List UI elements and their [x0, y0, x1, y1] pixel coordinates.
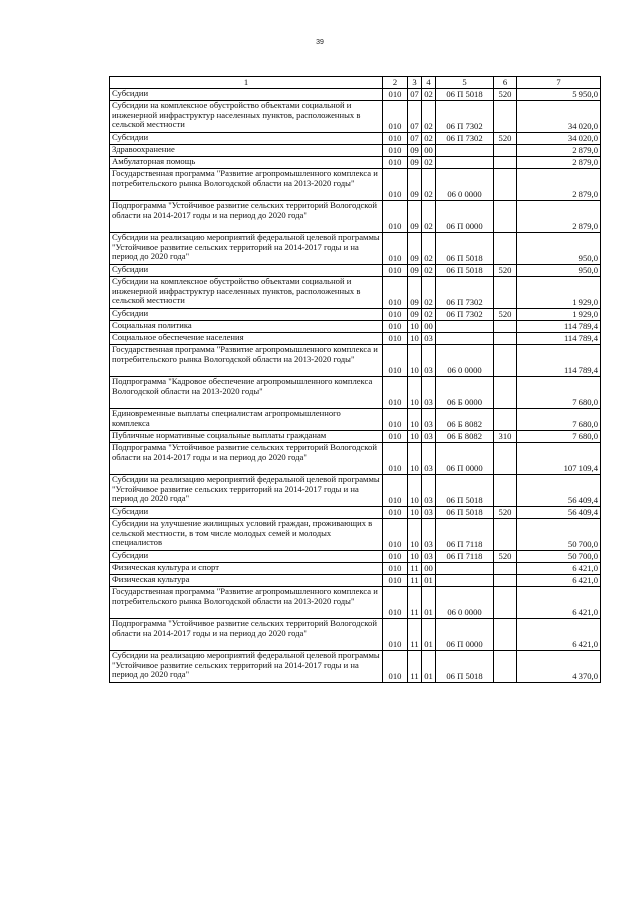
target-article-code-cell: 06 0 0000: [436, 345, 494, 377]
table-row: [110, 169, 601, 201]
section-code-cell: 10: [408, 431, 422, 443]
section-code-cell: 11: [408, 563, 422, 575]
subsection-code-cell: 02: [422, 277, 436, 309]
target-article-code-cell: 06 П 5018: [436, 89, 494, 101]
section-code-cell: 09: [408, 233, 422, 265]
row-label-cell: Субсидии: [110, 507, 383, 519]
table-row: [110, 309, 601, 321]
row-label-cell: Здравоохранение: [110, 145, 383, 157]
section-code-cell: 10: [408, 333, 422, 345]
ministry-code-cell: 010: [383, 321, 408, 333]
subsection-code-cell: 03: [422, 333, 436, 345]
ministry-code-cell: 010: [383, 309, 408, 321]
subsection-code-cell: 02: [422, 169, 436, 201]
row-label-cell: Государственная программа "Развитие агропромышленного комплекса и потребительского рынка Вологодской области на 2013-2020 годы": [110, 345, 383, 377]
row-label-cell: Физическая культура и спорт: [110, 563, 383, 575]
table-row: [110, 563, 601, 575]
ministry-code-cell: 010: [383, 619, 408, 651]
ministry-code-cell: 010: [383, 333, 408, 345]
amount-cell: 6 421,0: [517, 575, 601, 587]
ministry-code-cell: 010: [383, 575, 408, 587]
section-code-cell: 10: [408, 321, 422, 333]
expense-type-code-cell: [494, 277, 517, 309]
expense-type-code-cell: 310: [494, 431, 517, 443]
table-body: [110, 89, 601, 683]
header-cell: 5: [436, 77, 494, 89]
target-article-code-cell: 06 П 0000: [436, 443, 494, 475]
page-number: 39: [316, 39, 324, 46]
expense-type-code-cell: [494, 201, 517, 233]
target-article-code-cell: 06 0 0000: [436, 587, 494, 619]
expense-type-code-cell: [494, 333, 517, 345]
section-code-cell: 10: [408, 377, 422, 409]
amount-cell: 50 700,0: [517, 551, 601, 563]
amount-cell: 1 929,0: [517, 277, 601, 309]
subsection-code-cell: 03: [422, 507, 436, 519]
header-cell: 1: [110, 77, 383, 89]
header-cell: 4: [422, 77, 436, 89]
subsection-code-cell: 03: [422, 551, 436, 563]
ministry-code-cell: 010: [383, 145, 408, 157]
table-row: [110, 89, 601, 101]
section-code-cell: 11: [408, 619, 422, 651]
subsection-code-cell: 02: [422, 265, 436, 277]
target-article-code-cell: 06 П 5018: [436, 233, 494, 265]
subsection-code-cell: 03: [422, 519, 436, 551]
subsection-code-cell: 01: [422, 651, 436, 683]
expense-type-code-cell: 520: [494, 551, 517, 563]
expense-type-code-cell: [494, 519, 517, 551]
expense-type-code-cell: [494, 321, 517, 333]
amount-cell: 950,0: [517, 265, 601, 277]
target-article-code-cell: [436, 333, 494, 345]
row-label-cell: Субсидии на комплексное обустройство объектами социальной и инженерной инфраструктур населенных пунктов, расположенных в сельской местности: [110, 277, 383, 309]
target-article-code-cell: 06 0 0000: [436, 169, 494, 201]
row-label-cell: Субсидии: [110, 133, 383, 145]
section-code-cell: 10: [408, 443, 422, 475]
row-label-cell: Субсидии: [110, 551, 383, 563]
table-row: [110, 321, 601, 333]
section-code-cell: 09: [408, 145, 422, 157]
table-row: [110, 333, 601, 345]
amount-cell: 50 700,0: [517, 519, 601, 551]
header-cell: 6: [494, 77, 517, 89]
section-code-cell: 09: [408, 201, 422, 233]
target-article-code-cell: 06 Б 0000: [436, 377, 494, 409]
row-label-cell: Субсидии на улучшение жилищных условий граждан, проживающих в сельской местности, в том числе молодых семей и молодых специалистов: [110, 519, 383, 551]
table-row: [110, 619, 601, 651]
subsection-code-cell: 00: [422, 321, 436, 333]
ministry-code-cell: 010: [383, 551, 408, 563]
section-code-cell: 09: [408, 309, 422, 321]
section-code-cell: 10: [408, 345, 422, 377]
amount-cell: 6 421,0: [517, 563, 601, 575]
expense-type-code-cell: [494, 345, 517, 377]
row-label-cell: Субсидии: [110, 309, 383, 321]
amount-cell: 34 020,0: [517, 101, 601, 133]
table-row: [110, 575, 601, 587]
ministry-code-cell: 010: [383, 133, 408, 145]
expense-type-code-cell: [494, 443, 517, 475]
subsection-code-cell: 01: [422, 619, 436, 651]
section-code-cell: 09: [408, 277, 422, 309]
ministry-code-cell: 010: [383, 431, 408, 443]
expense-type-code-cell: [494, 619, 517, 651]
row-label-cell: Субсидии на реализацию мероприятий федеральной целевой программы "Устойчивое развитие сельских территорий на 2014-2017 годы и на период до 2020 года": [110, 233, 383, 265]
row-label-cell: Подпрограмма "Кадровое обеспечение агропромышленного комплекса Вологодской области на 2013-2020 годы": [110, 377, 383, 409]
section-code-cell: 09: [408, 169, 422, 201]
row-label-cell: Субсидии на реализацию мероприятий федеральной целевой программы "Устойчивое развитие сельских территорий на 2014-2017 годы и на период до 2020 года": [110, 651, 383, 683]
expense-type-code-cell: 520: [494, 133, 517, 145]
section-code-cell: 11: [408, 575, 422, 587]
table-row: [110, 265, 601, 277]
subsection-code-cell: 03: [422, 345, 436, 377]
row-label-cell: Подпрограмма "Устойчивое развитие сельских территорий Вологодской области на 2014-2017 годы и на период до 2020 года": [110, 619, 383, 651]
target-article-code-cell: [436, 157, 494, 169]
amount-cell: 6 421,0: [517, 587, 601, 619]
expense-type-code-cell: [494, 101, 517, 133]
table-header: [110, 77, 601, 89]
section-code-cell: 09: [408, 157, 422, 169]
expense-type-code-cell: [494, 651, 517, 683]
section-code-cell: 07: [408, 133, 422, 145]
expense-type-code-cell: [494, 157, 517, 169]
row-label-cell: Подпрограмма "Устойчивое развитие сельских территорий Вологодской области на 2014-2017 годы и на период до 2020 года": [110, 201, 383, 233]
expense-type-code-cell: 520: [494, 89, 517, 101]
table-row: [110, 277, 601, 309]
target-article-code-cell: 06 П 5018: [436, 651, 494, 683]
expense-type-code-cell: [494, 587, 517, 619]
target-article-code-cell: 06 Б 8082: [436, 431, 494, 443]
expense-type-code-cell: [494, 563, 517, 575]
row-label-cell: Субсидии: [110, 265, 383, 277]
section-code-cell: 10: [408, 519, 422, 551]
subsection-code-cell: 03: [422, 431, 436, 443]
ministry-code-cell: 010: [383, 89, 408, 101]
ministry-code-cell: 010: [383, 651, 408, 683]
table-row: [110, 651, 601, 683]
amount-cell: 2 879,0: [517, 201, 601, 233]
table-row: [110, 443, 601, 475]
ministry-code-cell: 010: [383, 233, 408, 265]
amount-cell: 6 421,0: [517, 619, 601, 651]
table-row: [110, 519, 601, 551]
expense-type-code-cell: [494, 169, 517, 201]
amount-cell: 114 789,4: [517, 345, 601, 377]
ministry-code-cell: 010: [383, 519, 408, 551]
row-label-cell: Публичные нормативные социальные выплаты гражданам: [110, 431, 383, 443]
expense-type-code-cell: [494, 409, 517, 431]
section-code-cell: 07: [408, 101, 422, 133]
table-row: [110, 145, 601, 157]
subsection-code-cell: 03: [422, 409, 436, 431]
expense-type-code-cell: [494, 377, 517, 409]
row-label-cell: Государственная программа "Развитие агропромышленного комплекса и потребительского рынка Вологодской области на 2013-2020 годы": [110, 587, 383, 619]
amount-cell: 7 680,0: [517, 431, 601, 443]
ministry-code-cell: 010: [383, 377, 408, 409]
row-label-cell: Социальное обеспечение населения: [110, 333, 383, 345]
subsection-code-cell: 02: [422, 101, 436, 133]
row-label-cell: Амбулаторная помощь: [110, 157, 383, 169]
section-code-cell: 07: [408, 89, 422, 101]
section-code-cell: 11: [408, 587, 422, 619]
subsection-code-cell: 03: [422, 377, 436, 409]
table-row: [110, 201, 601, 233]
amount-cell: 950,0: [517, 233, 601, 265]
table-row: [110, 475, 601, 507]
target-article-code-cell: 06 П 7118: [436, 519, 494, 551]
subsection-code-cell: 02: [422, 233, 436, 265]
subsection-code-cell: 01: [422, 587, 436, 619]
amount-cell: 56 409,4: [517, 507, 601, 519]
amount-cell: 107 109,4: [517, 443, 601, 475]
target-article-code-cell: [436, 145, 494, 157]
ministry-code-cell: 010: [383, 157, 408, 169]
amount-cell: 4 370,0: [517, 651, 601, 683]
expense-type-code-cell: [494, 475, 517, 507]
ministry-code-cell: 010: [383, 587, 408, 619]
target-article-code-cell: 06 П 5018: [436, 507, 494, 519]
table-row: [110, 101, 601, 133]
amount-cell: 2 879,0: [517, 157, 601, 169]
ministry-code-cell: 010: [383, 507, 408, 519]
table-row: [110, 551, 601, 563]
subsection-code-cell: 02: [422, 157, 436, 169]
target-article-code-cell: 06 П 7302: [436, 133, 494, 145]
subsection-code-cell: 02: [422, 309, 436, 321]
header-cell: 7: [517, 77, 601, 89]
row-label-cell: Субсидии на комплексное обустройство объектами социальной и инженерной инфраструктур населенных пунктов, расположенных в сельской местности: [110, 101, 383, 133]
subsection-code-cell: 03: [422, 443, 436, 475]
row-label-cell: Подпрограмма "Устойчивое развитие сельских территорий Вологодской области на 2014-2017 годы и на период до 2020 года": [110, 443, 383, 475]
target-article-code-cell: [436, 575, 494, 587]
ministry-code-cell: 010: [383, 345, 408, 377]
subsection-code-cell: 00: [422, 145, 436, 157]
target-article-code-cell: 06 П 5018: [436, 265, 494, 277]
section-code-cell: 10: [408, 507, 422, 519]
header-cell: 2: [383, 77, 408, 89]
target-article-code-cell: 06 Б 8082: [436, 409, 494, 431]
row-label-cell: Субсидии на реализацию мероприятий федеральной целевой программы "Устойчивое развитие сельских территорий на 2014-2017 годы и на период до 2020 года": [110, 475, 383, 507]
target-article-code-cell: [436, 321, 494, 333]
amount-cell: 56 409,4: [517, 475, 601, 507]
row-label-cell: Физическая культура: [110, 575, 383, 587]
subsection-code-cell: 02: [422, 133, 436, 145]
target-article-code-cell: [436, 563, 494, 575]
amount-cell: 7 680,0: [517, 409, 601, 431]
amount-cell: 114 789,4: [517, 321, 601, 333]
target-article-code-cell: 06 П 7302: [436, 277, 494, 309]
target-article-code-cell: 06 П 5018: [436, 475, 494, 507]
table-row: [110, 157, 601, 169]
subsection-code-cell: 00: [422, 563, 436, 575]
target-article-code-cell: 06 П 7302: [436, 309, 494, 321]
subsection-code-cell: 01: [422, 575, 436, 587]
amount-cell: 2 879,0: [517, 169, 601, 201]
row-label-cell: Социальная политика: [110, 321, 383, 333]
section-code-cell: 10: [408, 409, 422, 431]
table-row: [110, 587, 601, 619]
target-article-code-cell: 06 П 7118: [436, 551, 494, 563]
amount-cell: 2 879,0: [517, 145, 601, 157]
ministry-code-cell: 010: [383, 409, 408, 431]
amount-cell: 7 680,0: [517, 377, 601, 409]
ministry-code-cell: 010: [383, 475, 408, 507]
section-code-cell: 11: [408, 651, 422, 683]
table-row: [110, 345, 601, 377]
ministry-code-cell: 010: [383, 169, 408, 201]
ministry-code-cell: 010: [383, 265, 408, 277]
ministry-code-cell: 010: [383, 201, 408, 233]
row-label-cell: Государственная программа "Развитие агропромышленного комплекса и потребительского рынка Вологодской области на 2013-2020 годы": [110, 169, 383, 201]
table-row: [110, 233, 601, 265]
ministry-code-cell: 010: [383, 443, 408, 475]
amount-cell: 5 950,0: [517, 89, 601, 101]
expense-type-code-cell: [494, 575, 517, 587]
table-row: [110, 507, 601, 519]
table-row: [110, 377, 601, 409]
table-row: [110, 431, 601, 443]
expense-type-code-cell: 520: [494, 265, 517, 277]
section-code-cell: 09: [408, 265, 422, 277]
table-row: [110, 133, 601, 145]
section-code-cell: 10: [408, 551, 422, 563]
header-row: [110, 77, 601, 89]
expense-type-code-cell: 520: [494, 309, 517, 321]
amount-cell: 1 929,0: [517, 309, 601, 321]
target-article-code-cell: 06 П 0000: [436, 619, 494, 651]
target-article-code-cell: 06 П 7302: [436, 101, 494, 133]
expense-type-code-cell: [494, 233, 517, 265]
subsection-code-cell: 03: [422, 475, 436, 507]
row-label-cell: Субсидии: [110, 89, 383, 101]
ministry-code-cell: 010: [383, 277, 408, 309]
row-label-cell: Единовременные выплаты специалистам агропромышленного комплекса: [110, 409, 383, 431]
expense-type-code-cell: [494, 145, 517, 157]
subsection-code-cell: 02: [422, 89, 436, 101]
amount-cell: 34 020,0: [517, 133, 601, 145]
section-code-cell: 10: [408, 475, 422, 507]
amount-cell: 114 789,4: [517, 333, 601, 345]
budget-table: [109, 76, 601, 683]
ministry-code-cell: 010: [383, 563, 408, 575]
target-article-code-cell: 06 П 0000: [436, 201, 494, 233]
ministry-code-cell: 010: [383, 101, 408, 133]
expense-type-code-cell: 520: [494, 507, 517, 519]
table-row: [110, 409, 601, 431]
subsection-code-cell: 02: [422, 201, 436, 233]
header-cell: 3: [408, 77, 422, 89]
